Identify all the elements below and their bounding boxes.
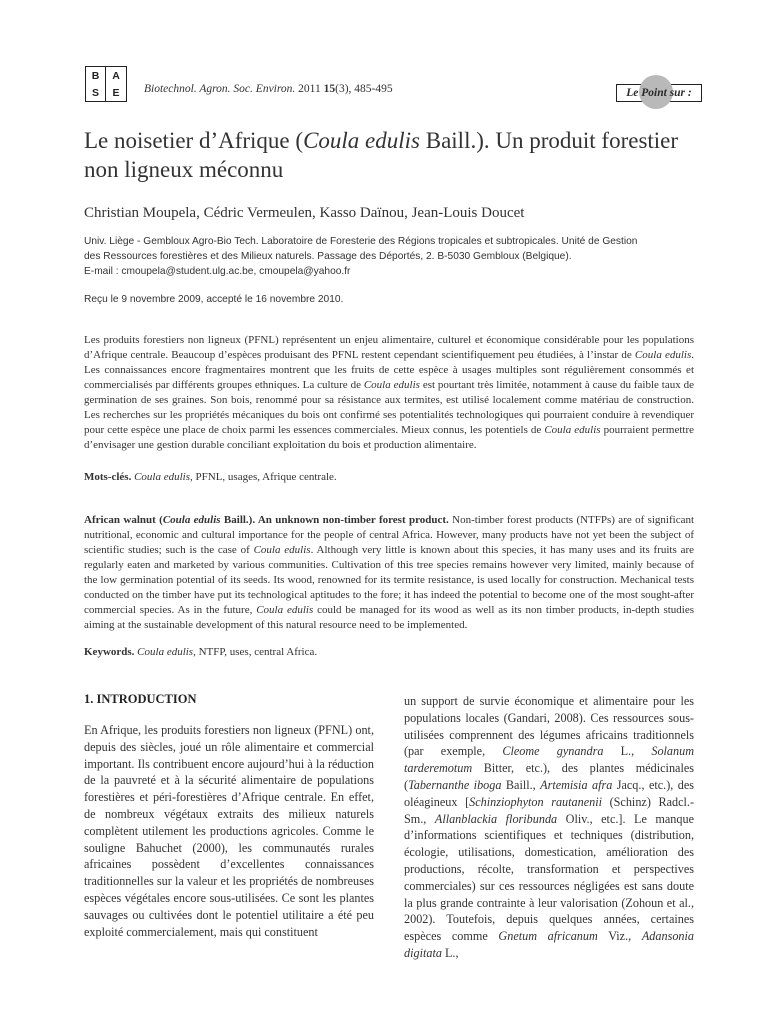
title-species: Coula edulis — [303, 128, 420, 153]
received-date: Reçu le 9 novembre 2009, accepté le 16 novembre 2010. — [84, 294, 344, 305]
journal-logo — [85, 66, 127, 102]
logo-letter: A — [112, 69, 120, 82]
author-list: Christian Moupela, Cédric Vermeulen, Kasso Daïnou, Jean-Louis Doucet — [84, 205, 525, 221]
affiliation-line: Univ. Liège - Gembloux Agro-Bio Tech. Laboratoire de Foresterie des Régions tropicales et subtropicales. Unité de Gestion — [84, 236, 638, 247]
logo-letter: B — [86, 67, 106, 84]
body-column-left: En Afrique, les produits forestiers non ligneux (PFNL) ont, depuis des siècles, joué un rôle alimentaire et commercial important. Ils contribuent encore aujourd’hui à la réduction de la pauvreté et à la sécurité alimentaire de populations forestières et péri-forestières d’Afrique centrale. En effet, de nombreux végétaux extraits des milieux naturels complètent utilement les productions agricoles. Comme le souligne Bahuchet (2000), les communautés rurales africaines possèdent d’excellentes connaissances traditionnelles sur la valeur et les propriétés de nombreuses espèces végétales encore sous-utilisées. Ce sont les plantes sauvages ou cultivées dont le potentiel utilitaire a été peu exploité commercialement, mais qui constituent — [84, 723, 374, 939]
logo-letter: S — [86, 84, 106, 101]
journal-volume: 15 — [323, 83, 336, 95]
section-label-box — [616, 84, 702, 102]
affiliation-line: des Ressources forestières et des Milieux naturels. Passage des Déportés, 2. B-5030 Gembloux (Belgique). — [84, 251, 572, 262]
section-heading: 1. INTRODUCTION — [84, 692, 197, 706]
body-column-right: un support de survie économique et alimentaire pour les populations locales (Gandari, 2008). Ces ressources sous-utilisées comprennent des légumes africains traditionnels (par exemple, Cleome gynandra L., Solanum tarderemotum Bitter, etc.), des plantes médicinales (Tabernanthe iboga Baill., Artemisia afra Jacq., etc.), des oléagineux [Schinziophyton rautanenii (Schinz) Radcl.-Sm., Allanblackia floribunda Oliv., etc.]. Le manque d’informations scientifiques et techniques (distribution, écologie, utilisations, domestication, amélioration des productions, récolte, transformation et perspectives commerciales) sur ces ressources négligées est sans doute la plus grande contrainte à leur valorisation (Zohoun et al., 2002). Toutefois, depuis quelques années, certaines espèces comme Gnetum africanum Viz., Adansonia digitata L., — [404, 694, 695, 960]
journal-year: 2011 — [298, 83, 321, 95]
journal-pages: (3), 485-495 — [335, 83, 393, 95]
keywords-french: Mots-clés. Coula edulis, PFNL, usages, Afrique centrale. — [84, 471, 337, 483]
affiliation — [84, 234, 694, 279]
abstract-french: Les produits forestiers non ligneux (PFNL) représentent un enjeu alimentaire, culturel et économique considérable pour les populations d’Afrique centrale. Beaucoup d’espèces produisant des PFNL restent cependant scientifiquement peu étudiées, à l’instar de Coula edulis. Les connaissances encore fragmentaires montrent que les fruits de cette espèce à usages multiples sont régulièrement consommés et commercialisés par différents groupes ethniques. La culture de Coula edulis est pourtant très limitée, notamment à cause du faible taux de germination de ses graines. Son bois, renommé pour sa résistance aux termites, est utilisé localement comme matériau de construction. Les recherches sur les propriétés mécaniques du bois ont confirmé ses potentialités technologiques qui pourraient conduire à revendiquer pour cette espèce une place de choix parmi les essences commerciales. Mieux connus, les potentiels de Coula edulis pourraient permettre d’envisager une gestion durable conciliant exploitation du bois et production alimentaire. — [84, 334, 695, 451]
affiliation-email: E-mail : cmoupela@student.ulg.ac.be, cmoupela@yahoo.fr — [84, 266, 351, 277]
keywords-english: Keywords. Coula edulis, NTFP, uses, central Africa. — [84, 646, 318, 658]
logo-letter: E — [112, 86, 120, 99]
journal-name: Biotechnol. Agron. Soc. Environ. — [144, 83, 296, 95]
section-label: Le Point sur : — [626, 87, 692, 99]
article-title: Le noisetier d’Afrique (Coula edulis Baill.). Un produit forestier non ligneux méconnu — [84, 128, 679, 182]
abstract-english: African walnut (Coula edulis Baill.). An unknown non-timber forest product. Non-timber forest products (NTFPs) are of significant nutritional, economic and cultural importance for the people of central Africa. However, many products have not yet been the subject of scientific studies; such is the case of Coula edulis. Although very little is known about this species, it has many uses and its fruits are regularly eaten and marketed by various communities. Cultivation of this tree species remains however very limited, mainly because of the low germination potential of its seeds. Its wood, renowned for its termite resistance, is used locally for construction. Mechanical tests conducted on the timber have put its technological aptitudes to the fore; it has indeed the potential to become one of the most sought-after commercial species. As in the future, Coula edulis could be managed for its wood as well as its non timber products, in-depth studies aiming at the sustainable development of this natural resource need to be implemented. — [84, 514, 695, 631]
journal-citation — [144, 83, 393, 95]
